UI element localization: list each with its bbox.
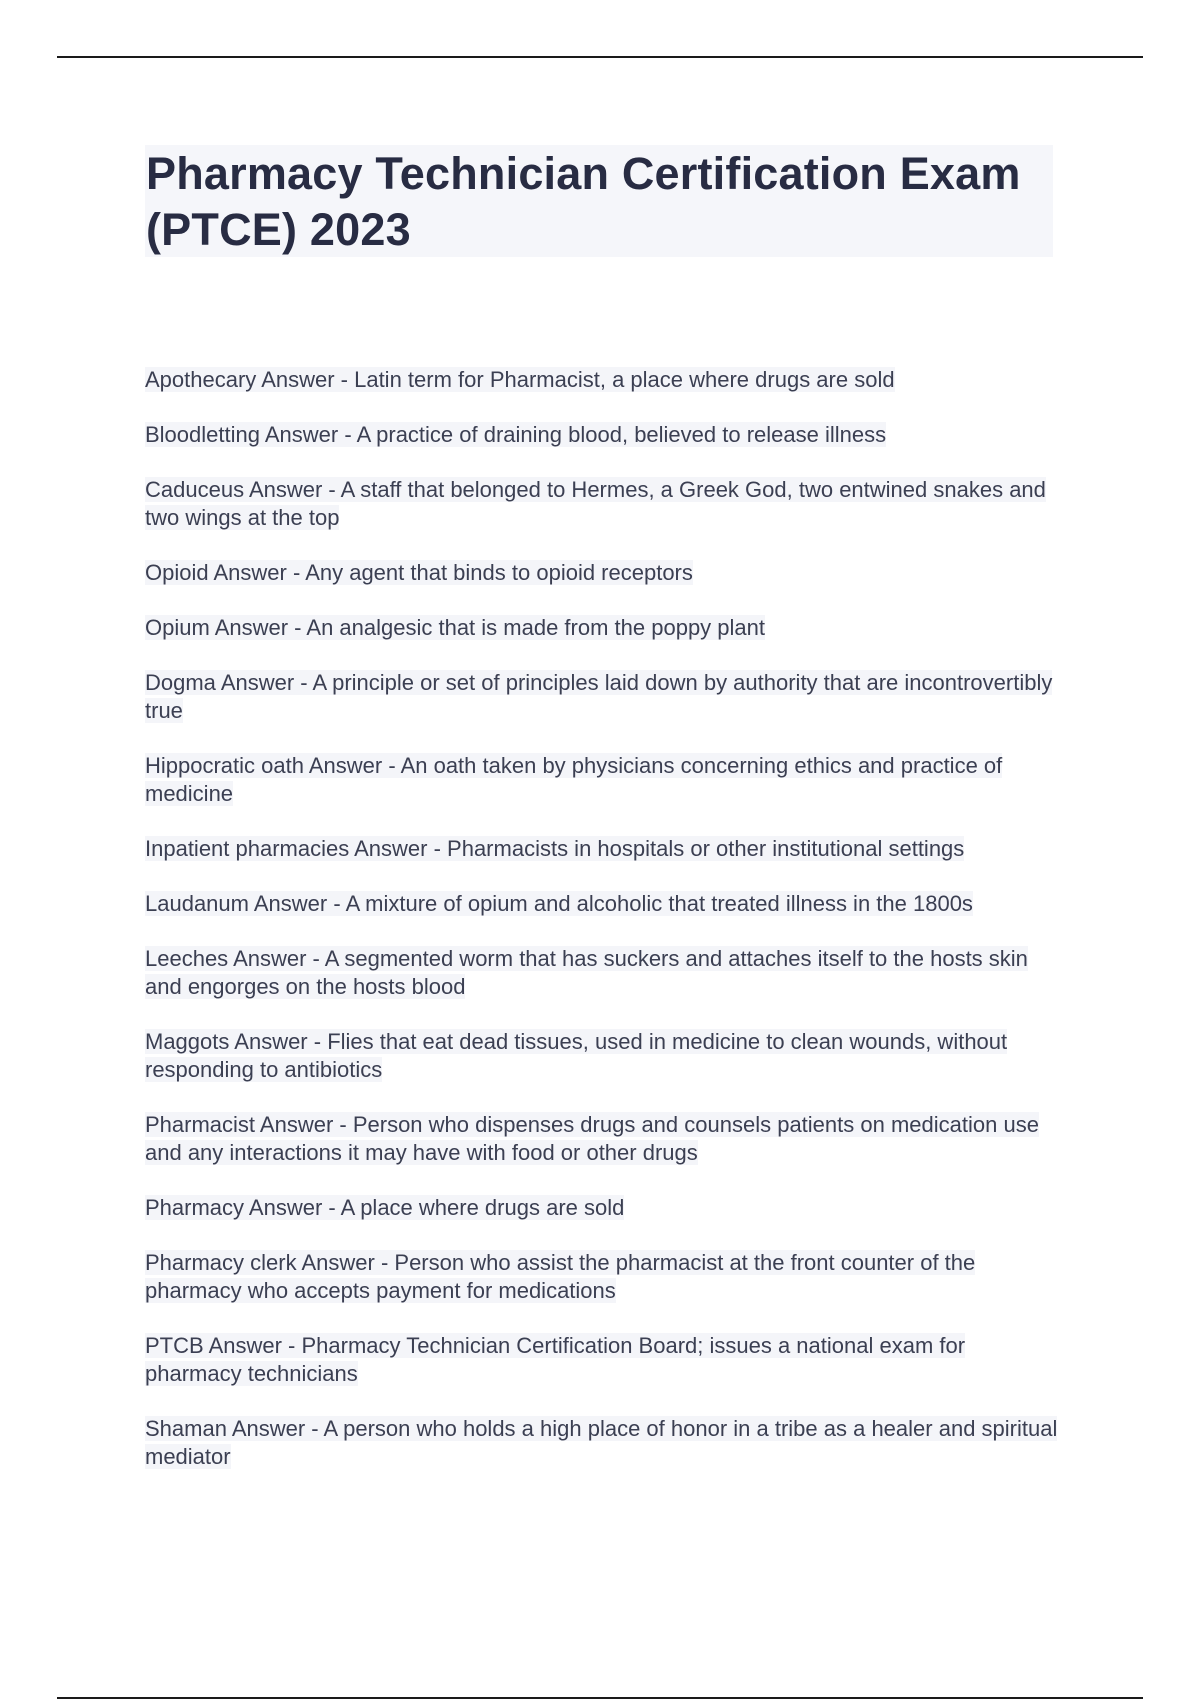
flashcard-entry-pharmacy-clerk (145, 1249, 1065, 1305)
flashcard-entry-pharmacist (145, 1111, 1065, 1167)
entry-text: Pharmacy Answer - A place where drugs are sold (145, 1195, 625, 1220)
entry-text: Leeches Answer - A segmented worm that has suckers and attaches itself to the hosts skin and engorges on the hosts blood (145, 946, 1028, 999)
entry-text: Maggots Answer - Flies that eat dead tissues, used in medicine to clean wounds, without responding to antibiotics (145, 1029, 1008, 1082)
entry-text: Hippocratic oath Answer - An oath taken by physicians concerning ethics and practice of medicine (145, 753, 1003, 806)
flashcard-entry-bloodletting (145, 421, 1065, 449)
flashcard-entry-dogma (145, 669, 1065, 725)
entry-text: Opium Answer - An analgesic that is made from the poppy plant (145, 615, 765, 640)
flashcard-entry-opioid (145, 559, 1065, 587)
flashcard-entry-maggots (145, 1028, 1065, 1084)
entry-text: Laudanum Answer - A mixture of opium and alcoholic that treated illness in the 1800s (145, 891, 973, 916)
flashcard-entry-hippocratic-oath (145, 752, 1065, 808)
flashcard-list (145, 366, 1065, 1498)
flashcard-entry-pharmacy (145, 1194, 1065, 1222)
flashcard-entry-leeches (145, 945, 1065, 1001)
entry-text: Bloodletting Answer - A practice of draining blood, believed to release illness (145, 422, 887, 447)
flashcard-entry-ptcb (145, 1332, 1065, 1388)
entry-text: Caduceus Answer - A staff that belonged to Hermes, a Greek God, two entwined snakes and two wings at the top (145, 477, 1046, 530)
top-rule (57, 56, 1143, 58)
entry-text: Opioid Answer - Any agent that binds to opioid receptors (145, 560, 693, 585)
flashcard-entry-inpatient-pharmacies (145, 835, 1065, 863)
flashcard-entry-apothecary (145, 366, 1065, 394)
flashcard-entry-opium (145, 614, 1065, 642)
entry-text: Dogma Answer - A principle or set of principles laid down by authority that are incontrovertibly true (145, 670, 1053, 723)
bottom-rule (57, 1697, 1143, 1699)
page-title: Pharmacy Technician Certification Exam (PTCE) 2023 (146, 148, 1021, 255)
flashcard-entry-caduceus (145, 476, 1065, 532)
flashcard-entry-shaman (145, 1415, 1065, 1471)
entry-text: Pharmacist Answer - Person who dispenses drugs and counsels patients on medication use and any interactions it may have with food or other drugs (145, 1112, 1039, 1165)
entry-text: PTCB Answer - Pharmacy Technician Certification Board; issues a national exam for pharmacy technicians (145, 1333, 966, 1386)
entry-text: Inpatient pharmacies Answer - Pharmacists in hospitals or other institutional settings (145, 836, 965, 861)
entry-text: Shaman Answer - A person who holds a high place of honor in a tribe as a healer and spiritual mediator (145, 1416, 1058, 1469)
flashcard-entry-laudanum (145, 890, 1065, 918)
entry-text: Apothecary Answer - Latin term for Pharmacist, a place where drugs are sold (145, 367, 895, 392)
entry-text: Pharmacy clerk Answer - Person who assist the pharmacist at the front counter of the pharmacy who accepts payment for medications (145, 1250, 976, 1303)
